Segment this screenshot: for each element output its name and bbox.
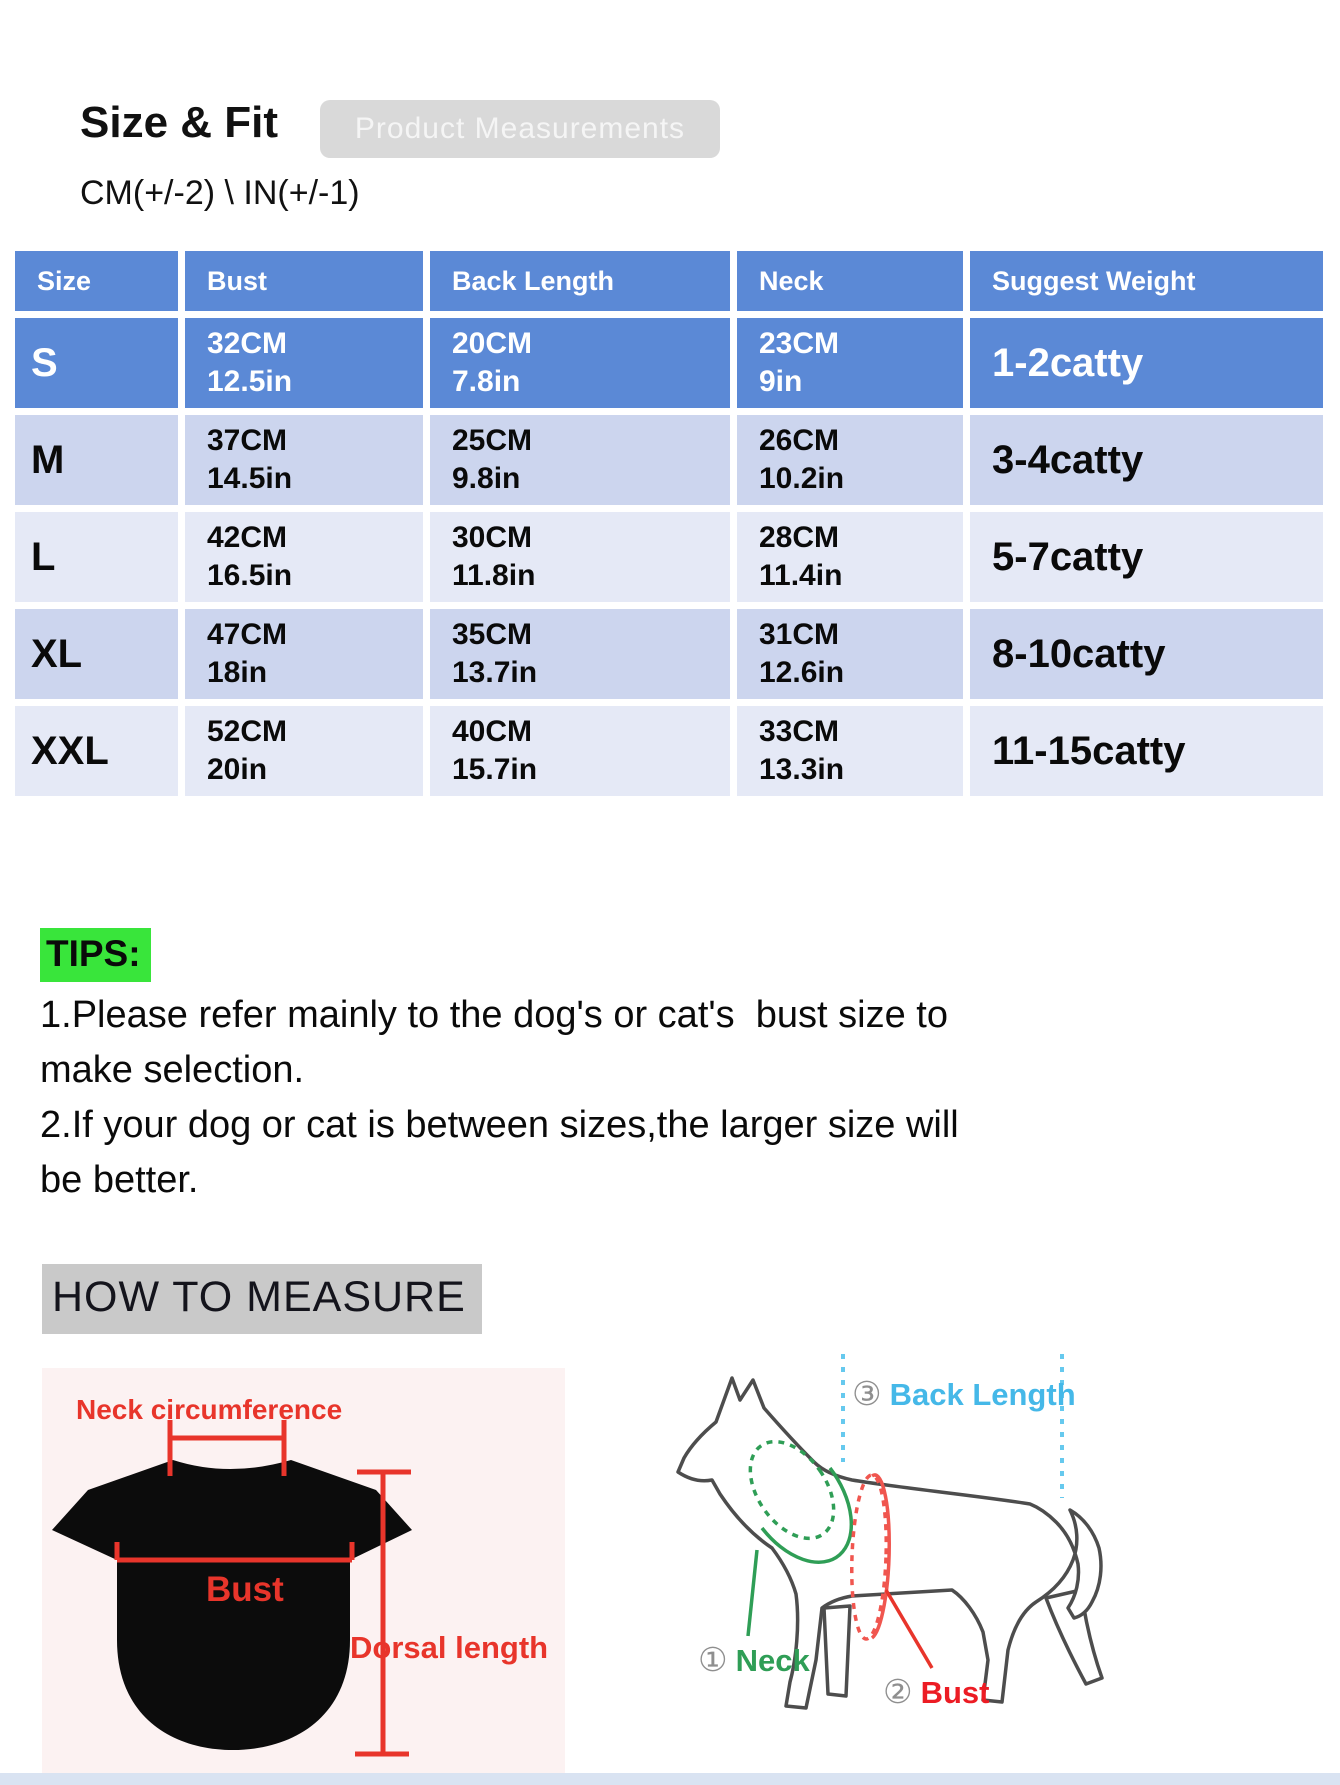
back-in: 9.8in: [452, 462, 521, 495]
badge-label: Product Measurements: [354, 112, 686, 145]
col-header-bust: Bust: [185, 251, 423, 311]
next-section-edge: [0, 1773, 1340, 1785]
page-title: Size & Fit: [80, 98, 279, 147]
tip-line: 1.Please refer mainly to the dog's or cat's bust size to: [40, 994, 948, 1036]
tip-line: make selection.: [40, 1049, 305, 1091]
neck-pointer-line: [748, 1550, 757, 1636]
table-row: [15, 609, 1323, 699]
bust-in: 12.5in: [207, 365, 293, 398]
neck-cm: 23CM: [759, 327, 840, 360]
table-header-row: [15, 251, 1323, 311]
shirt-bust-label: Bust: [206, 1570, 284, 1609]
dog-bust-label: ② Bust: [883, 1673, 990, 1710]
back-length-label: ③ Back Length: [852, 1375, 1076, 1412]
circled-1-icon: ①: [698, 1641, 728, 1678]
size-value: M: [15, 415, 178, 505]
col-header-suggest-weight: Suggest Weight: [970, 251, 1323, 311]
col-header-back-length: Back Length: [430, 251, 730, 311]
bust-cm: 47CM: [207, 618, 288, 651]
back-in: 7.8in: [452, 365, 521, 398]
table-row: [15, 318, 1323, 408]
size-value: S: [15, 318, 178, 408]
suggest-weight: 11-15catty: [970, 706, 1323, 796]
bust-cm: 37CM: [207, 424, 288, 457]
neck-cm: 26CM: [759, 424, 840, 457]
table-row: [15, 706, 1323, 796]
table-row: [15, 415, 1323, 505]
back-cm: 30CM: [452, 521, 533, 554]
back-cm: 40CM: [452, 715, 533, 748]
bust-in: 20in: [207, 753, 268, 786]
back-cm: 25CM: [452, 424, 533, 457]
bust-cm: 52CM: [207, 715, 288, 748]
neck-in: 11.4in: [759, 559, 843, 592]
tip-line: be better.: [40, 1159, 199, 1201]
dog-far-front-leg: [824, 1606, 850, 1696]
bust-cm: 32CM: [207, 327, 288, 360]
suggest-weight: 1-2catty: [970, 318, 1323, 408]
back-cm: 35CM: [452, 618, 533, 651]
circled-3-icon: ③: [852, 1375, 882, 1412]
neck-in: 10.2in: [759, 462, 845, 495]
dog-neck-label: ① Neck: [698, 1641, 810, 1678]
suggest-weight: 8-10catty: [970, 609, 1323, 699]
size-value: XXL: [15, 706, 178, 796]
tip-line: 2.If your dog or cat is between sizes,the larger size will: [40, 1104, 959, 1146]
shirt-silhouette-drawing: [42, 1368, 565, 1778]
back-in: 11.8in: [452, 559, 536, 592]
neck-in: 9in: [759, 365, 803, 398]
neck-circumference-label: Neck circumference: [76, 1394, 343, 1425]
back-in: 13.7in: [452, 656, 538, 689]
size-table: [8, 244, 1330, 803]
product-measurements-badge: [320, 100, 720, 158]
col-header-neck: Neck: [737, 251, 963, 311]
bust-in: 16.5in: [207, 559, 293, 592]
neck-in: 12.6in: [759, 656, 845, 689]
bust-cm: 42CM: [207, 521, 288, 554]
dog-measure-diagram: [600, 1350, 1160, 1730]
back-in: 15.7in: [452, 753, 538, 786]
col-header-size: Size: [15, 251, 178, 311]
table-row: [15, 512, 1323, 602]
back-cm: 20CM: [452, 327, 533, 360]
tips-heading: TIPS:: [40, 928, 151, 982]
neck-cm: 33CM: [759, 715, 840, 748]
size-value: L: [15, 512, 178, 602]
dorsal-length-label: Dorsal length: [350, 1630, 549, 1665]
how-to-measure-heading: HOW TO MEASURE: [42, 1264, 482, 1334]
size-value: XL: [15, 609, 178, 699]
bust-in: 14.5in: [207, 462, 293, 495]
tips-text: [40, 988, 1180, 1208]
neck-cm: 31CM: [759, 618, 840, 651]
shirt-measure-diagram: [42, 1368, 565, 1778]
suggest-weight: 3-4catty: [970, 415, 1323, 505]
neck-cm: 28CM: [759, 521, 840, 554]
circled-2-icon: ②: [883, 1673, 913, 1710]
units-subtitle: CM(+/-2) \ IN(+/-1): [80, 174, 360, 212]
bust-pointer-line: [886, 1590, 932, 1668]
bust-in: 18in: [207, 656, 268, 689]
neck-in: 13.3in: [759, 753, 845, 786]
suggest-weight: 5-7catty: [970, 512, 1323, 602]
